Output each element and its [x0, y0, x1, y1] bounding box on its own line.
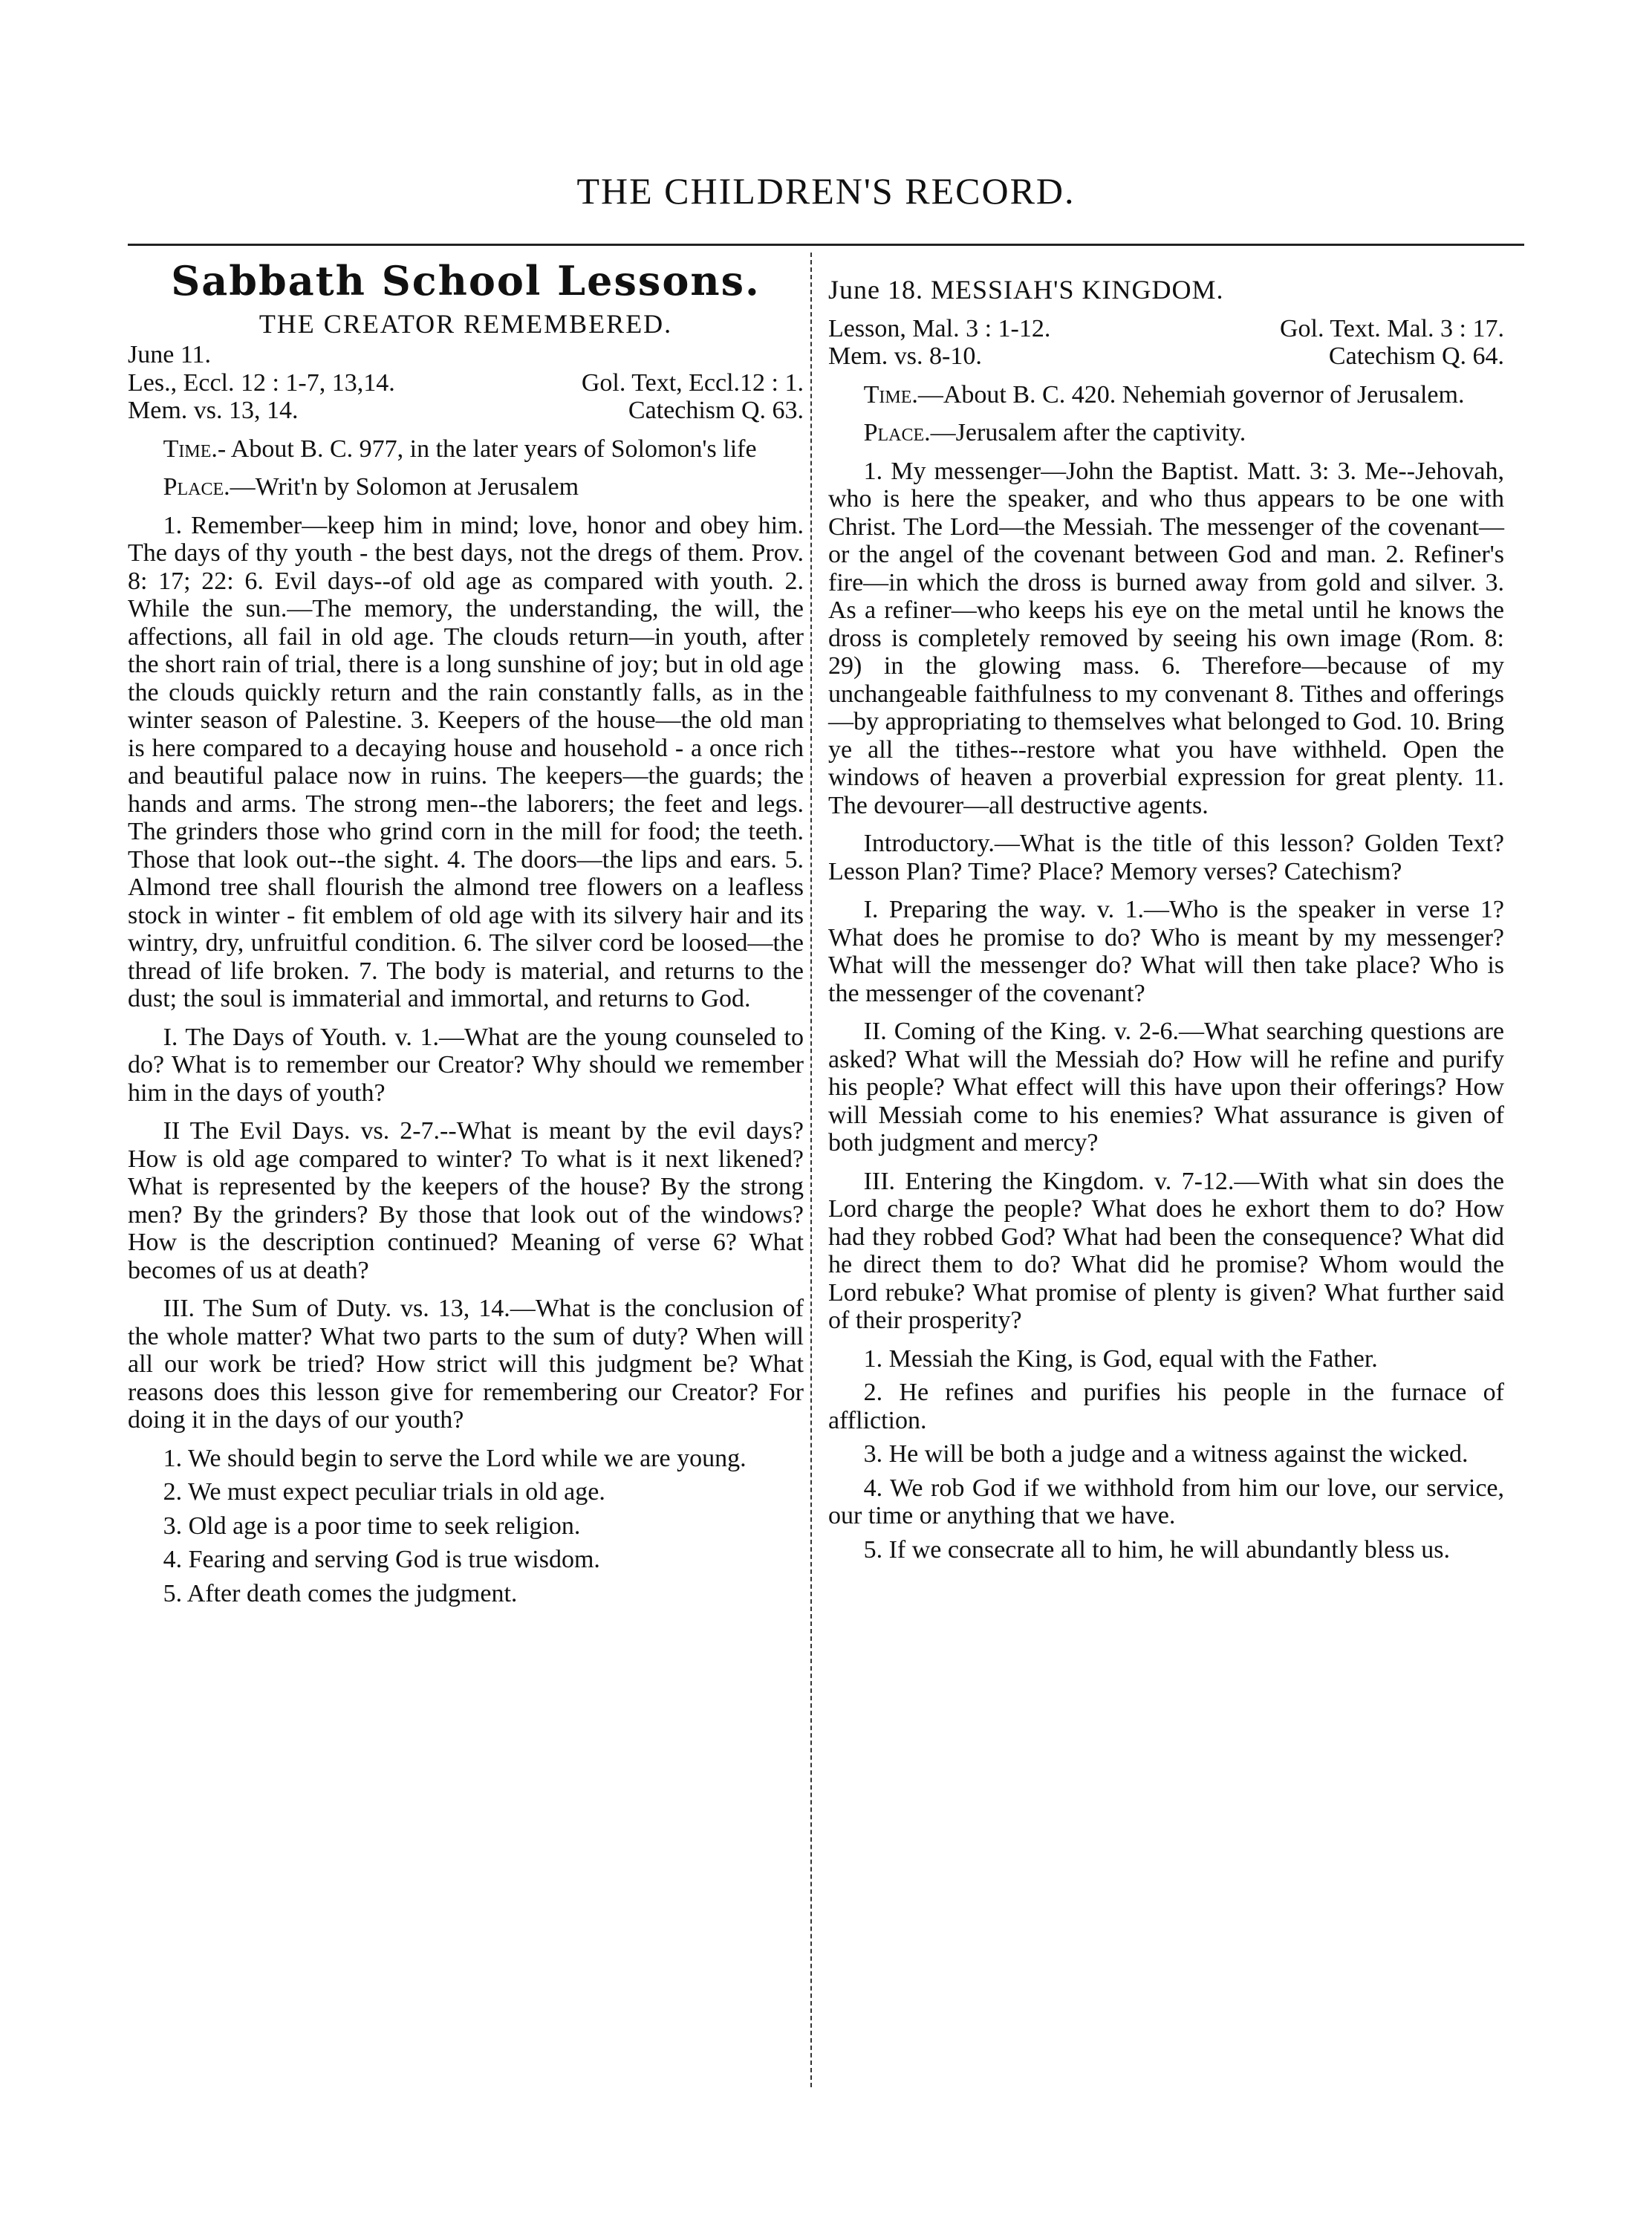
golden-text: Gol. Text. Mal. 3 : 17.: [1279, 314, 1504, 342]
header-rule: [128, 244, 1524, 246]
question-section-3: III. Entering the Kingdom. v. 7-12.—With what sin does the Lord charge the people? What does he exhort them to do? How had they robbed God? What had been the consequence? What did he direct them to do? What did he promise? Whom would the Lord rebuke? What promise of plenty is given? What further said of their prosperity?: [828, 1167, 1504, 1334]
question-section-1: I. Preparing the way. v. 1.—Who is the speaker in verse 1? What does he promise to do? Who is meant by my messenger? What will the messenger do? What will then take place? Who is the messenger of the covenant?: [828, 896, 1504, 1007]
lesson-point: 3. Old age is a poor time to seek religion.: [163, 1512, 581, 1540]
place-line: [128, 473, 804, 501]
lesson-point: 1. Messiah the King, is God, equal with the Father.: [863, 1344, 1378, 1373]
catechism: Catechism Q. 64.: [1328, 342, 1504, 370]
lesson-point: 4. Fearing and serving God is true wisdom.: [163, 1546, 600, 1573]
lesson-point: 3. He will be both a judge and a witness against the wicked.: [863, 1440, 1469, 1468]
lesson-notes: 1. Remember—keep him in mind; love, honor and obey him. The days of thy youth - the best days, not the dregs of them. Prov. 8: 17; 22: 6. Evil days--of old age as compared with youth. 2. While the sun.—The memory, the understanding, the will, the affections, all fail in old age. The clouds return—in youth, after the short rain of trial, there is a long sunshine of joy; but in old age the clouds quickly return and the rain constantly falls, as in the winter season of Palestine. 3. Keepers of the house—the old man is here compared to a decaying house and household - a once rich and beautiful palace now in ruins. The keepers—the guards; the hands and arms. The strong men--the laborers; the feet and legs. The grinders those who grind corn in the mill for food; the teeth. Those that look out--the sight. 4. The doors—the lips and ears. 5. Almond tree shall flourish the almond tree flowers on a leafless stock in winter - fit emblem of old age with its silvery hair and its wintry, dry, unfruitful condition. 6. The silver cord be loosed—the thread of life broken. 7. The body is material, and returns to the dust; the soul is immaterial and immortal, and returns to God.: [128, 511, 804, 1012]
memory-catechism: [128, 397, 804, 425]
golden-text: Gol. Text, Eccl.12 : 1.: [581, 368, 804, 397]
lesson-point: 5. After death comes the judgment.: [163, 1579, 518, 1607]
time-label: Time.: [163, 435, 218, 463]
memory-verses: Mem. vs. 13, 14.: [128, 397, 299, 424]
lesson-point: 2. He refines and purifies his people in the furnace of affliction.: [828, 1379, 1504, 1434]
left-column: [128, 257, 804, 1613]
lesson-refs: [128, 369, 804, 397]
lesson-point: 1. We should begin to serve the Lord while we are young.: [163, 1444, 747, 1472]
lesson-point: 4. We rob God if we withhold from him our love, our service, our time or anything that we have.: [828, 1474, 1504, 1529]
memory-catechism: [828, 342, 1504, 371]
place-label: Place.: [863, 419, 931, 446]
page-header: THE CHILDREN'S RECORD.: [576, 170, 1076, 212]
memory-verses: Mem. vs. 8-10.: [828, 342, 982, 370]
place-label: Place.: [163, 473, 230, 501]
column-divider: [810, 253, 812, 2087]
lesson-passage: Les., Eccl. 12 : 1-7, 13,14.: [128, 368, 395, 397]
lesson-date: June 11.: [128, 341, 212, 368]
lesson-passage: Lesson, Mal. 3 : 1-12.: [828, 314, 1051, 342]
lesson-refs: [828, 315, 1504, 343]
lesson-point: 5. If we consecrate all to him, he will abundantly bless us.: [863, 1535, 1450, 1564]
time-text: - About B. C. 977, in the later years of Solomon's life: [217, 435, 757, 463]
time-label: Time.: [863, 380, 918, 409]
lesson-notes: 1. My messenger—John the Baptist. Matt. 3: 3. Me--Jehovah, who is here the speaker, and who thus appears to be one with Christ. The Lord—the Messiah. The messenger of the covenant—or the angel of the covenant between God and man. 2. Refiner's fire—in which the dross is burned away from gold and silver. 3. As a refiner—who keeps his eye on the metal until he knows the dross is completely removed by seeing his own image (Rom. 8: 29) in the glowing mass. 6. Therefore—because of my unchangeable faithfulness to my convenant 8. Tithes and offerings—by appropriating to themselves what belonged to God. 10. Bring ye all the tithes--restore what you have withheld. Open the windows of heaven a proverbial expression for great plenty. 11. The devourer—all destructive agents.: [828, 457, 1504, 819]
lesson-date-title: June 18. MESSIAH'S KINGDOM.: [828, 275, 1224, 305]
time-line: [828, 381, 1504, 409]
question-section-1: I. The Days of Youth. v. 1.—What are the young counseled to do? What is to remember our Creator? Why should we remember him in the days of youth?: [128, 1023, 804, 1107]
question-section-3: III. The Sum of Duty. vs. 13, 14.—What is the conclusion of the whole matter? What two parts to the sum of duty? When will all our work be tried? How strict will this judgment be? What reasons does this lesson give for remembering our Creator? For doing it in the days of our youth?: [128, 1295, 804, 1434]
section-title: Sabbath School Lessons.: [171, 257, 761, 305]
introductory-questions: Introductory.—What is the title of this lesson? Golden Text? Lesson Plan? Time? Place? Memory verses? Catechism?: [828, 830, 1504, 885]
question-section-2: II The Evil Days. vs. 2-7.--What is meant by the evil days? How is old age compared to winter? To what is it next likened? What is represented by the keepers of the house? By the strong men? By the grinders? By those that look out of the windows? How is the description continued? Meaning of verse 6? What becomes of us at death?: [128, 1117, 804, 1284]
lessons-list: [128, 1445, 804, 1608]
question-section-2: II. Coming of the King. v. 2-6.—What searching questions are asked? What will the Messiah do? How will he refine and purify his people? What effect will this have upon their offerings? How will Messiah come to his enemies? What assurance is given of both judgment and mercy?: [828, 1018, 1504, 1157]
place-text: —Jerusalem after the captivity.: [930, 419, 1246, 446]
lesson-point: 2. We must expect peculiar trials in old age.: [163, 1478, 605, 1506]
time-text: —About B. C. 420. Nehemiah governor of Jerusalem.: [917, 380, 1465, 409]
place-text: —Writ'n by Solomon at Jerusalem: [230, 473, 579, 501]
place-line: [828, 419, 1504, 447]
time-line: [128, 435, 804, 464]
lesson-title: THE CREATOR REMEMBERED.: [258, 308, 673, 339]
right-column: [828, 267, 1504, 1570]
lessons-list: [828, 1345, 1504, 1564]
catechism: Catechism Q. 63.: [628, 397, 804, 424]
